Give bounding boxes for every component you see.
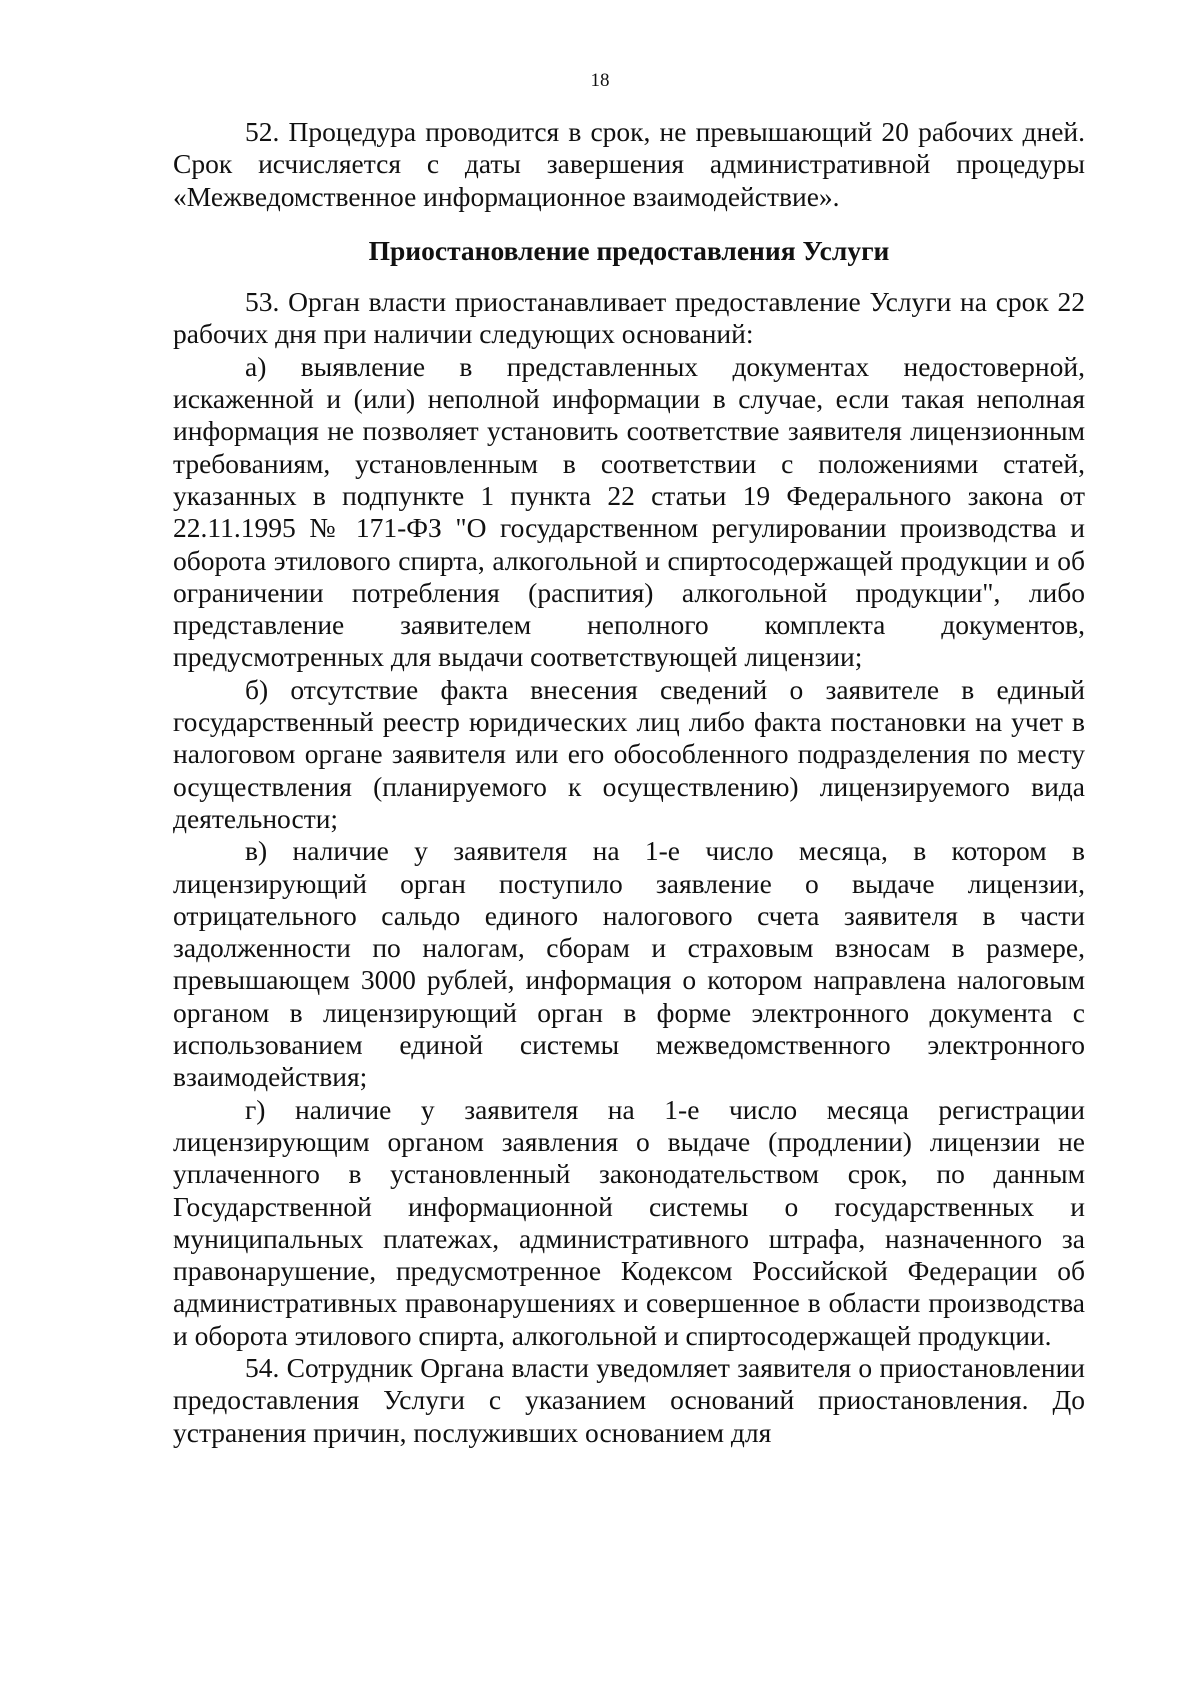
paragraph-52: 52. Процедура проводится в срок, не превышающий 20 рабочих дней. Срок исчисляется с даты завершения административной процедуры «Межведомственное информационное взаимодействие». <box>173 116 1085 212</box>
paragraph-53: 53. Орган власти приостанавливает предоставление Услуги на срок 22 рабочих дня при наличии следующих оснований: <box>173 286 1085 350</box>
section-heading: Приостановление предоставления Услуги <box>368 234 890 266</box>
paragraph-54: 54. Сотрудник Органа власти уведомляет заявителя о приостановлении предоставления Услуги с указанием оснований приостановления. До устранения причин, послуживших основанием для <box>173 1351 1085 1448</box>
subitem-g: г) наличие у заявителя на 1-е число месяца регистрации лицензирующим органом заявления о выдаче (продлении) лицензии не уплаченного в установленный законодательством срок, по данным Государственной информационной системы о государственных и муниципальных платежах, административного штрафа, назначенного за правонарушение, предусмотренное Кодексом Российской Федерации об административных правонарушениях и совершенное в области производства и оборота этилового спирта, алкогольной и спиртосодержащей продукции. <box>173 1093 1085 1351</box>
page-number: 18 <box>590 70 610 91</box>
subitem-b: б) отсутствие факта внесения сведений о заявителе в единый государственный реестр юридических лиц либо факта постановки на учет в налоговом органе заявителя или его обособленного подразделения по месту осуществления (планируемого к осуществлению) лицензируемого вида деятельности; <box>173 673 1085 834</box>
document-body <box>173 116 1085 1449</box>
subitem-v: в) наличие у заявителя на 1-е число месяца, в котором в лицензирующий орган поступило заявление о выдаче лицензии, отрицательного сальдо единого налогового счета заявителя в части задолженности по налогам, сборам и страховым взносам в размере, превышающем 3000 рублей, информация о котором направлена налоговым органом в лицензирующий орган в форме электронного документа с использованием единой системы межведомственного электронного взаимодействия; <box>173 835 1085 1093</box>
subitem-a: а) выявление в представленных документах недостоверной, искаженной и (или) неполной информации в случае, если такая неполная информация не позволяет установить соответствие заявителя лицензионным требованиям, установленным в соответствии с положениями статей, указанных в подпункте 1 пункта 22 статьи 19 Федерального закона от 22.11.1995 № 171-ФЗ "О государственном регулировании производства и оборота этилового спирта, алкогольной и спиртосодержащей продукции и об ограничении потребления (распития) алкогольной продукции", либо представление заявителем неполного комплекта документов, предусмотренных для выдачи соответствующей лицензии; <box>173 350 1085 673</box>
